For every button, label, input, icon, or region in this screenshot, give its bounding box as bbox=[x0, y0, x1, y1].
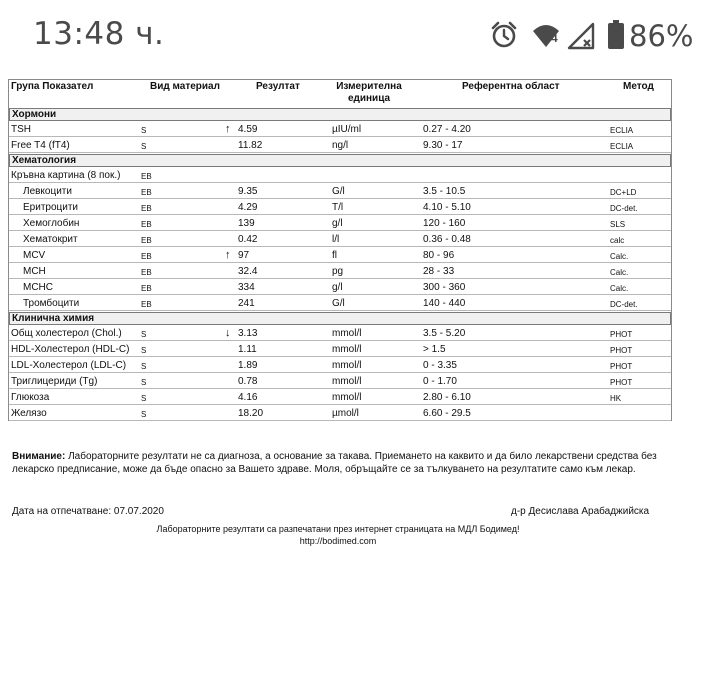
result-value: 0.78 bbox=[238, 376, 258, 387]
disclaimer-text: Лабораторните резултати не са диагноза, а основание за такава. Приемането на каквито и да било лекарствени средства без лекарско предписание, може да бъде опасно за Вашето здраве. Моля, обръщайте се за тълкуването на резултатите само към лекар. bbox=[12, 451, 657, 475]
reference-range: 0 - 3.35 bbox=[423, 360, 457, 371]
table-row bbox=[9, 232, 671, 247]
reference-range: 0.27 - 4.20 bbox=[423, 124, 471, 135]
test-name: Еритроцити bbox=[23, 202, 78, 213]
reference-range: 9.30 - 17 bbox=[423, 140, 463, 151]
test-name: Общ холестерол (Chol.) bbox=[11, 328, 122, 339]
wifi-icon bbox=[531, 22, 565, 50]
reference-range: 140 - 440 bbox=[423, 298, 466, 309]
network-badge: 4 bbox=[551, 31, 558, 45]
result-value: 1.11 bbox=[238, 344, 257, 355]
clock: 13:48 ч. bbox=[33, 16, 165, 52]
flag-arrow: ↓ bbox=[225, 327, 231, 339]
section-header: Клинична химия bbox=[9, 312, 671, 325]
result-value: 0.42 bbox=[238, 234, 258, 245]
disclaimer bbox=[12, 450, 662, 476]
unit: l/l bbox=[332, 234, 340, 245]
unit: ng/l bbox=[332, 140, 349, 151]
test-name: HDL-Холестерол (HDL-C) bbox=[11, 344, 130, 355]
result-value: 241 bbox=[238, 298, 255, 309]
doctor-name: д-р Десислава Арабаджийска bbox=[511, 506, 650, 517]
test-name: Хематокрит bbox=[23, 234, 78, 245]
result-value: 4.59 bbox=[238, 124, 258, 135]
signal-icon bbox=[567, 22, 595, 50]
footer-note: Лабораторните резултати са разпечатани през интернет страницата на МДЛ Бодимед! bbox=[156, 524, 520, 534]
unit: µmol/l bbox=[332, 408, 359, 419]
reference-range: > 1.5 bbox=[423, 344, 446, 355]
test-name: Кръвна картина (8 пок.) bbox=[11, 170, 121, 181]
unit: G/l bbox=[332, 298, 345, 309]
material-type: EB bbox=[141, 172, 152, 181]
test-name: MCH bbox=[23, 266, 46, 277]
unit: g/l bbox=[332, 218, 343, 229]
result-value: 18.20 bbox=[238, 408, 264, 419]
unit: mmol/l bbox=[332, 328, 362, 339]
reference-range: 80 - 96 bbox=[423, 250, 455, 261]
result-value: 3.13 bbox=[238, 328, 258, 339]
material-type: EB bbox=[141, 300, 152, 309]
method: Calc. bbox=[610, 284, 629, 293]
table-row bbox=[9, 280, 671, 295]
table-row bbox=[9, 122, 671, 137]
unit: mmol/l bbox=[332, 376, 362, 387]
reference-range: 2.80 - 6.10 bbox=[423, 392, 471, 403]
table-header bbox=[9, 80, 671, 106]
test-name: Тромбоцити bbox=[23, 298, 80, 309]
table-row bbox=[9, 200, 671, 215]
lab-results-table bbox=[8, 79, 672, 421]
table-row bbox=[9, 216, 671, 231]
material-type: EB bbox=[141, 220, 152, 229]
unit: µIU/ml bbox=[332, 124, 362, 135]
test-name: LDL-Холестерол (LDL-C) bbox=[11, 360, 127, 371]
unit: mmol/l bbox=[332, 360, 362, 371]
table-row bbox=[9, 264, 671, 279]
table-row bbox=[9, 296, 671, 311]
result-value: 4.16 bbox=[238, 392, 258, 403]
flag-arrow: ↑ bbox=[225, 123, 231, 135]
test-name: Триглицериди (Tg) bbox=[11, 376, 98, 387]
method: PHOT bbox=[610, 362, 633, 371]
table-row bbox=[9, 374, 671, 389]
result-value: 9.35 bbox=[238, 186, 258, 197]
material-type: EB bbox=[141, 284, 152, 293]
unit: T/l bbox=[332, 202, 344, 213]
header-method: Метод bbox=[623, 81, 654, 92]
material-type: EB bbox=[141, 204, 152, 213]
print-date: Дата на отпечатване: 07.07.2020 bbox=[12, 506, 164, 517]
material-type: EB bbox=[141, 268, 152, 277]
result-value: 4.29 bbox=[238, 202, 258, 213]
disclaimer-label: Внимание: bbox=[12, 451, 66, 462]
method: PHOT bbox=[610, 378, 633, 387]
table-row bbox=[9, 248, 671, 263]
unit: mmol/l bbox=[332, 344, 362, 355]
reference-range: 120 - 160 bbox=[423, 218, 466, 229]
reference-range: 3.5 - 5.20 bbox=[423, 328, 466, 339]
material-type: EB bbox=[141, 188, 152, 197]
battery-icon bbox=[607, 20, 625, 50]
table-row bbox=[9, 406, 671, 421]
method: ECLIA bbox=[610, 142, 634, 151]
reference-range: 0.36 - 0.48 bbox=[423, 234, 471, 245]
result-value: 334 bbox=[238, 282, 255, 293]
unit: mmol/l bbox=[332, 392, 362, 403]
reference-range: 28 - 33 bbox=[423, 266, 455, 277]
method: HK bbox=[610, 394, 622, 403]
material-type: S bbox=[141, 378, 147, 387]
method: ECLIA bbox=[610, 126, 634, 135]
flag-arrow: ↑ bbox=[225, 249, 231, 261]
unit: fl bbox=[332, 250, 337, 261]
table-row bbox=[9, 168, 671, 183]
result-value: 1.89 bbox=[238, 360, 258, 371]
material-type: S bbox=[141, 410, 147, 419]
material-type: S bbox=[141, 126, 147, 135]
method: Calc. bbox=[610, 268, 629, 277]
method: DC+LD bbox=[610, 188, 637, 197]
battery-percentage: 86% bbox=[629, 19, 694, 53]
status-bar bbox=[0, 0, 720, 72]
reference-range: 300 - 360 bbox=[423, 282, 466, 293]
unit: g/l bbox=[332, 282, 343, 293]
test-name: Free T4 (fT4) bbox=[11, 140, 70, 151]
header-group: Група Показател bbox=[11, 81, 94, 92]
section-header: Хормони bbox=[9, 108, 671, 121]
method: PHOT bbox=[610, 330, 633, 339]
material-type: S bbox=[141, 394, 147, 403]
header-reference: Референтна област bbox=[462, 81, 560, 92]
table-row bbox=[9, 342, 671, 357]
result-value: 97 bbox=[238, 250, 250, 261]
test-name: Хемоглобин bbox=[23, 218, 80, 229]
material-type: EB bbox=[141, 236, 152, 245]
test-name: MCV bbox=[23, 250, 46, 261]
header-material: Вид материал bbox=[150, 81, 220, 92]
result-value: 139 bbox=[238, 218, 255, 229]
section-header: Хематология bbox=[9, 154, 671, 167]
method: SLS bbox=[610, 220, 626, 229]
header-result: Резултат bbox=[256, 81, 300, 92]
table-row bbox=[9, 390, 671, 405]
test-name: Глюкоза bbox=[11, 392, 50, 403]
reference-range: 3.5 - 10.5 bbox=[423, 186, 466, 197]
material-type: S bbox=[141, 142, 147, 151]
method: DC-det. bbox=[610, 204, 638, 213]
result-value: 11.82 bbox=[238, 140, 263, 151]
material-type: S bbox=[141, 346, 147, 355]
method: DC-det. bbox=[610, 300, 638, 309]
test-name: MCHC bbox=[23, 282, 53, 293]
table-row bbox=[9, 184, 671, 199]
material-type: S bbox=[141, 330, 147, 339]
table-row bbox=[9, 358, 671, 373]
test-name: Левкоцити bbox=[23, 186, 72, 197]
alarm-icon bbox=[489, 20, 519, 50]
unit: G/l bbox=[332, 186, 345, 197]
reference-range: 6.60 - 29.5 bbox=[423, 408, 471, 419]
test-name: Желязо bbox=[11, 408, 47, 419]
method: Calc. bbox=[610, 252, 629, 261]
footer-url[interactable]: http://bodimed.com bbox=[299, 536, 377, 546]
method: calc bbox=[610, 236, 625, 245]
table-row bbox=[9, 138, 671, 153]
table-row bbox=[9, 326, 671, 341]
material-type: S bbox=[141, 362, 147, 371]
test-name: TSH bbox=[11, 124, 31, 135]
method: PHOT bbox=[610, 346, 633, 355]
material-type: EB bbox=[141, 252, 152, 261]
reference-range: 4.10 - 5.10 bbox=[423, 202, 471, 213]
unit: pg bbox=[332, 266, 344, 277]
result-value: 32.4 bbox=[238, 266, 258, 277]
header-unit: Измерителна единица bbox=[336, 81, 402, 104]
reference-range: 0 - 1.70 bbox=[423, 376, 457, 387]
